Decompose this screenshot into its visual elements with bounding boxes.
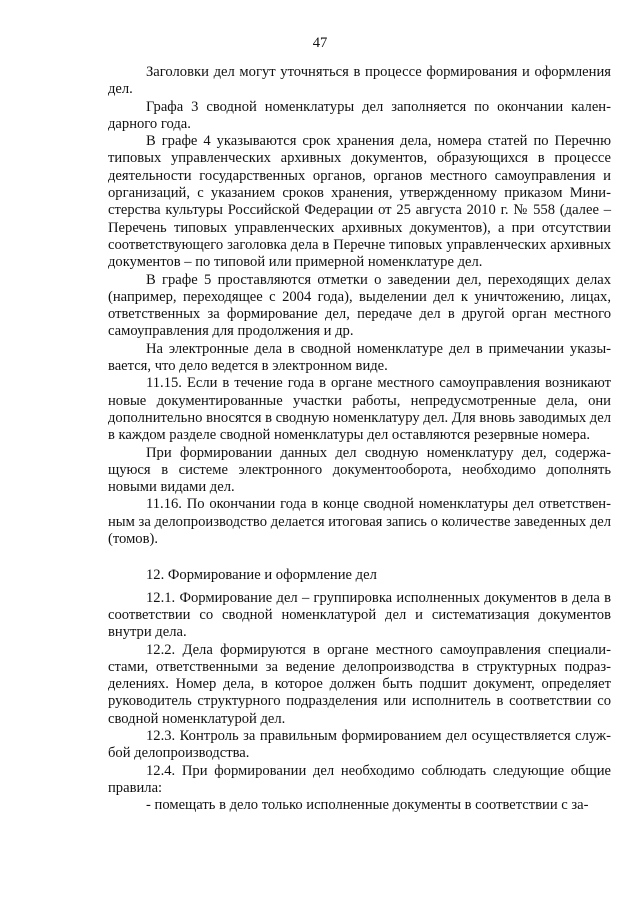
paragraph: 12.2. Дела формируются в органе местного самоуправления специалистами, ответственными за ведение делопроизводства в структурных подразделениях. Номер дела, в которое должен быть подшит документ, определяет руководитель структурного подразделения или исполнитель в соответствии со сводной номенклатурой дел. [108, 641, 611, 727]
document-body [108, 64, 611, 814]
paragraph: В графе 5 проставляются отметки о заведении дел, переходящих делах (например, переходящее с 2004 года), выделении дел к уничтожению, лицах, ответственных за формирование дел, передаче дел в другой орган местного самоуправления для продолжения и др. [108, 271, 611, 340]
page-number: 47 [312, 35, 328, 51]
paragraph: На электронные дела в сводной номенклатуре дел в примечании указывается, что дело ведется в электронном виде. [108, 340, 611, 375]
paragraph: 12.4. При формировании дел необходимо соблюдать следующие общие правила: [108, 762, 611, 796]
paragraph: 11.16. По окончании года в конце сводной номенклатуры дел ответственным за делопроизводство делается итоговая запись о количестве заведенных дел (томов). [108, 496, 611, 548]
paragraph: 12.1. Формирование дел – группировка исполненных документов в дела в соответствии со сводной номенклатурой дел и систематизация документов внутри дела. [108, 589, 611, 641]
paragraph: 11.15. Если в течение года в органе местного самоуправления возникают новые документированные участки работы, непредусмотренные дела, они дополнительно вносятся в сводную номенклатуру дел. Для вновь заводимых дел в каждом разделе сводной номенклатуры дел оставляются резервные номера. [108, 375, 611, 444]
paragraph: Заголовки дел могут уточняться в процессе формирования и оформления дел. [108, 64, 611, 98]
paragraph: Графа 3 сводной номенклатуры дел заполняется по окончании календарного года. [108, 98, 611, 132]
paragraph: В графе 4 указываются срок хранения дела, номера статей по Перечню типовых управленческих архивных документов, образующихся в процессе деятельности государственных органов, органов местного самоуправления и организаций, с указанием сроков хранения, утвержденному приказом Министерства культуры Российской Федерации от 25 августа 2010 г. № 558 (далее – Перечень типовых управленческих архивных документов), а при отсутствии соответствующего заголовка дела в Перечне типовых управленческих архивных документов – по типовой или примерной номенклатуре дел. [108, 133, 611, 271]
paragraph: 12.3. Контроль за правильным формированием дел осуществляется службой делопроизводства. [108, 727, 611, 762]
section-heading: 12. Формирование и оформление дел [146, 567, 377, 584]
paragraph: При формировании данных дел сводную номенклатуру дел, содержащуюся в системе электронного документооборота, необходимо дополнять новыми видами дел. [108, 444, 611, 496]
paragraph: - помещать в дело только исполненные документы в соответствии с за- [146, 797, 589, 814]
